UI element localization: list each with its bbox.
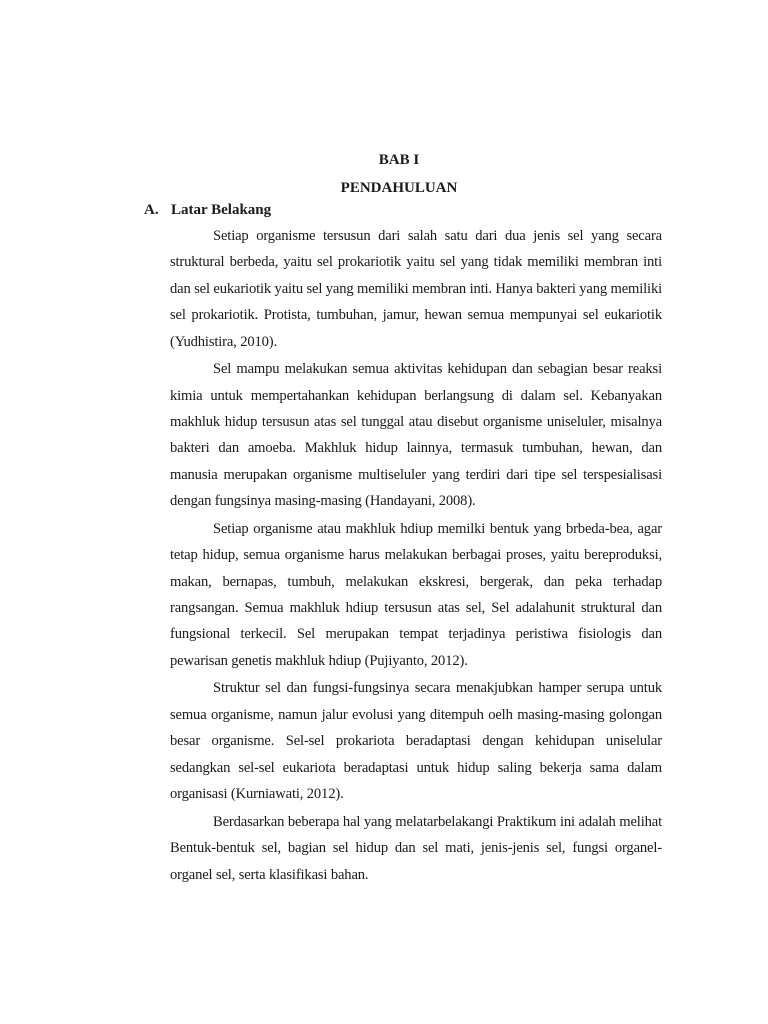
section-title: Latar Belakang	[171, 202, 272, 218]
chapter-number: BAB I	[378, 152, 420, 168]
paragraph: Berdasarkan beberapa hal yang melatarbelakangi Praktikum ini adalah melihat Bentuk-bentuk sel, bagian sel hidup dan sel mati, jenis-jenis sel, fungsi organel-organel sel, serta klasifikasi bahan.	[170, 813, 662, 883]
chapter-title: PENDAHULUAN	[340, 180, 458, 196]
body-text	[170, 223, 662, 889]
chapter-heading	[0, 146, 768, 202]
paragraph: Struktur sel dan fungsi-fungsinya secara menakjubkan hamper serupa untuk semua organisme, namun jalur evolusi yang ditempuh oelh masing-masing golongan besar organisme. Sel-sel prokariota beradaptasi dengan kehidupan uniselular sedangkan sel-sel eukariota beradaptasi untuk hidup saling bekerja sama dalam organisasi (Kurniawati, 2012).	[170, 680, 662, 803]
section-letter: A.	[144, 202, 159, 218]
paragraph: Setiap organisme tersusun dari salah satu dari dua jenis sel yang secara struktural berbeda, yaitu sel prokariotik yaitu sel yang tidak memiliki membran inti dan sel eukariotik yaitu sel yang memiliki membran inti. Hanya bakteri yang memiliki sel prokariotik. Protista, tumbuhan, jamur, hewan semua mempunyai sel eukariotik (Yudhistira, 2010).	[170, 228, 662, 350]
paragraph: Sel mampu melakukan semua aktivitas kehidupan dan sebagian besar reaksi kimia untuk mempertahankan kehidupan berlangsung di dalam sel. Kebanyakan makhluk hidup tersusun atas sel tunggal atau disebut organisme uniseluler, misalnya bakteri dan amoeba. Makhluk hidup lainnya, termasuk tumbuhan, hewan, dan manusia merupakan organisme multiseluler yang terdiri dari tipe sel terspesialisasi dengan fungsinya masing-masing (Handayani, 2008).	[170, 361, 662, 510]
paragraph: Setiap organisme atau makhluk hdiup memilki bentuk yang brbeda-bea, agar tetap hidup, semua organisme harus melakukan berbagai proses, yaitu bereproduksi, makan, bernapas, tumbuh, melakukan ekskresi, bergerak, dan peka terhadap rangsangan. Semua makhluk hdiup tersusun atas sel, Sel adalahunit struktural dan fungsional terkecil. Sel merupakan tempat terjadinya peristiwa fisiologis dan pewarisan genetis makhluk hdiup (Pujiyanto, 2012).	[170, 520, 662, 669]
section-heading	[144, 199, 271, 221]
